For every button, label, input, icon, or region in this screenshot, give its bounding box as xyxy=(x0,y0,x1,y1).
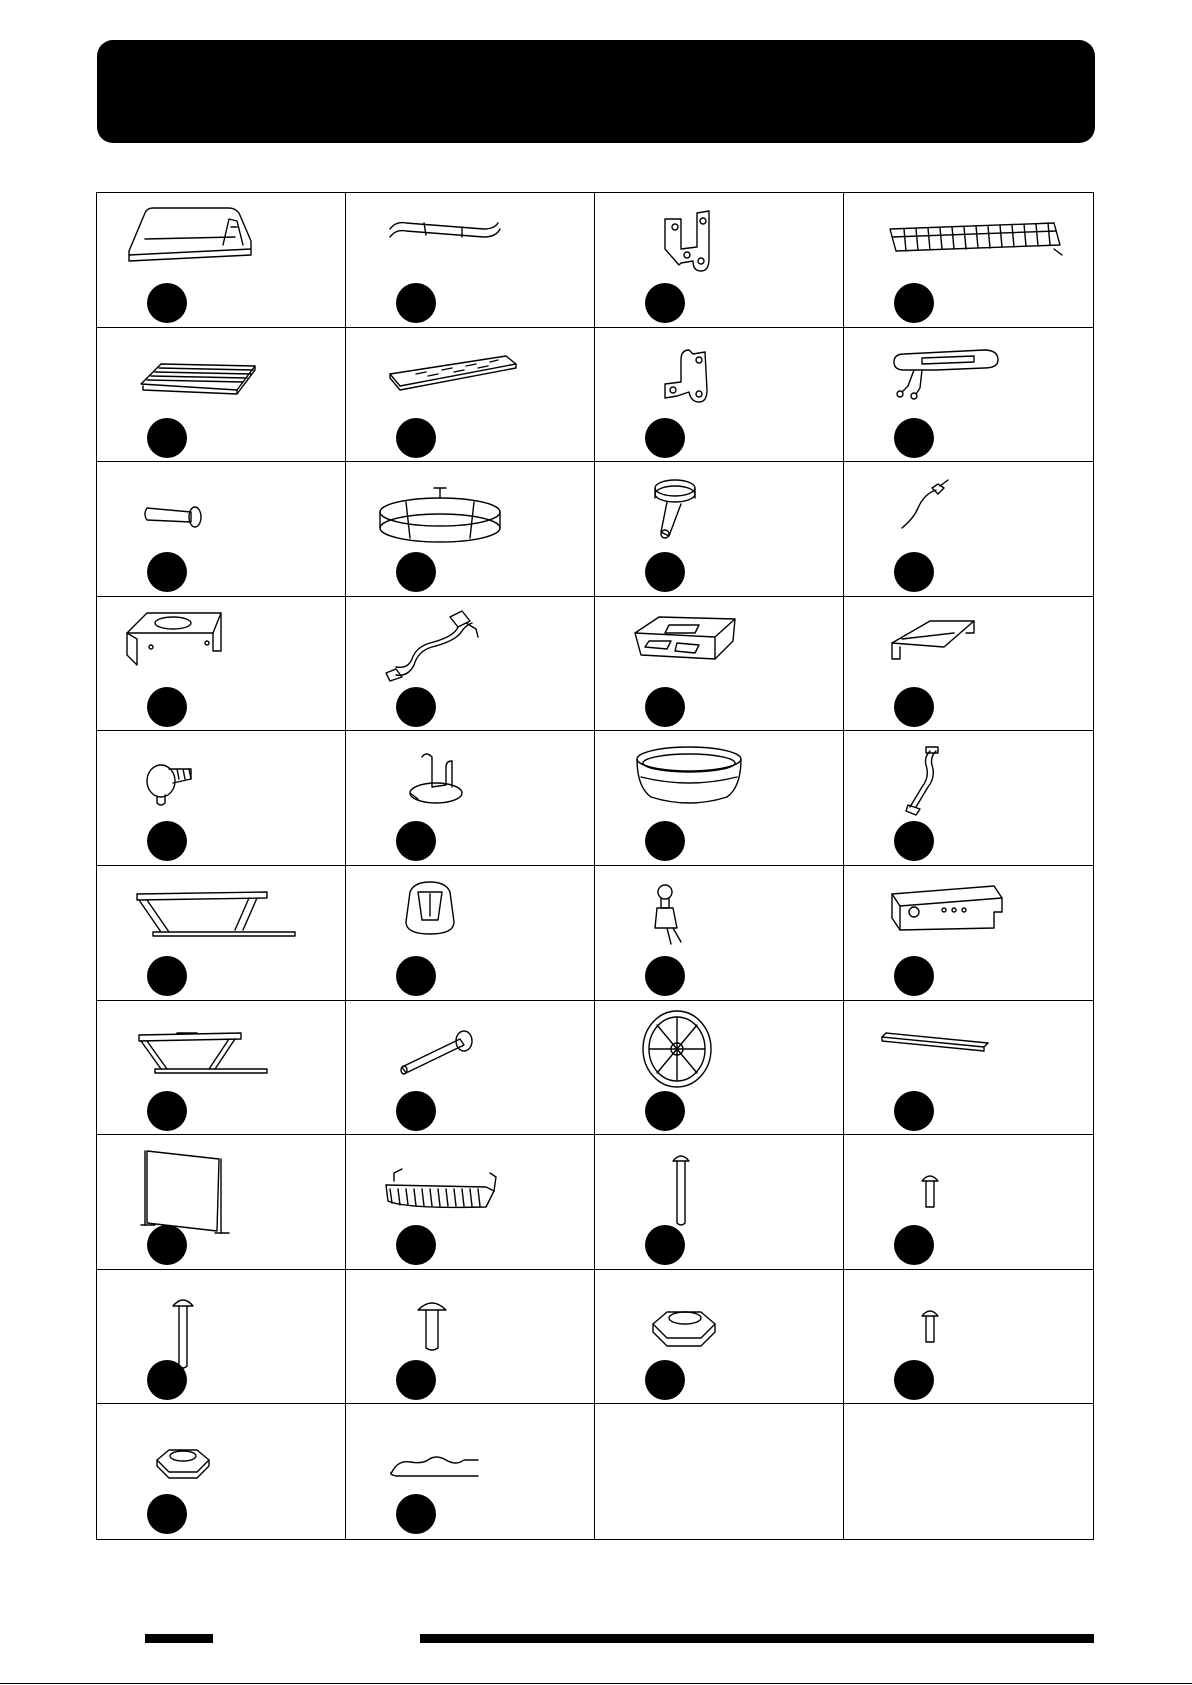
part-number-badge xyxy=(396,1091,436,1131)
part-cell xyxy=(346,731,595,866)
handle-icon xyxy=(366,199,576,295)
grill-lid-icon xyxy=(117,199,327,295)
part-cell xyxy=(595,731,844,866)
pin-icon xyxy=(117,468,327,564)
empty-cell xyxy=(844,1404,1093,1539)
bolt-knob-icon xyxy=(117,737,327,833)
part-number-badge xyxy=(645,552,685,592)
part-cell xyxy=(844,1135,1093,1270)
part-cell xyxy=(97,193,346,328)
nut-large-icon xyxy=(615,1276,825,1372)
short-bolt-icon xyxy=(366,1276,576,1372)
small-screw-icon xyxy=(864,1276,1074,1372)
part-cell xyxy=(844,328,1093,463)
part-cell xyxy=(595,462,844,597)
part-number-badge xyxy=(645,1360,685,1400)
part-number-badge xyxy=(645,687,685,727)
part-cell xyxy=(346,328,595,463)
part-number-badge xyxy=(894,1091,934,1131)
part-cell xyxy=(97,597,346,732)
control-knob-icon xyxy=(366,872,576,968)
part-cell xyxy=(595,1135,844,1270)
part-cell xyxy=(844,866,1093,1001)
part-number-badge xyxy=(396,821,436,861)
part-cell xyxy=(97,328,346,463)
electrode-wire-icon xyxy=(864,737,1074,833)
nut-icon xyxy=(117,1410,327,1506)
gas-hose-regulator-icon xyxy=(366,603,576,699)
part-cell xyxy=(346,1404,595,1539)
part-number-badge xyxy=(645,283,685,323)
part-cell xyxy=(595,193,844,328)
part-cell xyxy=(346,1135,595,1270)
part-number-badge xyxy=(396,687,436,727)
part-number-badge xyxy=(645,821,685,861)
axle-icon xyxy=(366,1007,576,1103)
burner-support-ring-icon xyxy=(366,468,576,564)
control-panel-icon xyxy=(864,872,1074,968)
part-number-badge xyxy=(147,1225,187,1265)
part-number-badge xyxy=(147,687,187,727)
cart-frame-right-icon xyxy=(117,1007,327,1103)
part-number-badge xyxy=(894,1225,934,1265)
part-cell xyxy=(844,1001,1093,1136)
part-number-badge xyxy=(147,283,187,323)
part-cell xyxy=(844,462,1093,597)
small-screw-icon xyxy=(864,1141,1074,1237)
footer-bar-left xyxy=(145,1634,213,1643)
cart-frame-left-icon xyxy=(117,872,327,968)
ignitor-icon xyxy=(615,872,825,968)
part-cell xyxy=(595,597,844,732)
part-number-badge xyxy=(894,418,934,458)
part-number-badge xyxy=(396,956,436,996)
grease-cup-icon xyxy=(615,737,825,833)
part-cell xyxy=(97,1001,346,1136)
empty-cell xyxy=(595,1404,844,1539)
part-cell xyxy=(346,1270,595,1405)
side-burner-icon xyxy=(615,468,825,564)
part-number-badge xyxy=(396,1360,436,1400)
wire-basket-icon xyxy=(366,1141,576,1237)
hook-icon xyxy=(366,737,576,833)
firebox-icon xyxy=(615,603,825,699)
part-cell xyxy=(844,193,1093,328)
part-cell xyxy=(97,1270,346,1405)
cotter-pin-icon xyxy=(366,1410,576,1506)
hinge-bracket-icon xyxy=(615,199,825,295)
heat-tent-icon xyxy=(366,334,576,430)
part-number-badge xyxy=(147,418,187,458)
part-number-badge xyxy=(147,1360,187,1400)
part-number-badge xyxy=(645,1225,685,1265)
part-cell xyxy=(97,462,346,597)
part-cell xyxy=(844,731,1093,866)
part-number-badge xyxy=(147,552,187,592)
part-number-badge xyxy=(894,821,934,861)
side-shelf-icon xyxy=(117,603,327,699)
part-cell xyxy=(595,328,844,463)
part-number-badge xyxy=(396,1225,436,1265)
part-number-badge xyxy=(894,552,934,592)
footer-bar-right xyxy=(420,1634,1094,1643)
ignitor-wire-icon xyxy=(864,468,1074,564)
part-number-badge xyxy=(147,1494,187,1534)
part-cell xyxy=(97,866,346,1001)
title-bar xyxy=(97,40,1095,143)
cooking-grate-icon xyxy=(117,334,327,430)
part-cell xyxy=(97,731,346,866)
part-cell xyxy=(346,866,595,1001)
part-number-badge xyxy=(147,956,187,996)
part-cell xyxy=(346,597,595,732)
bottom-rule xyxy=(0,1683,1192,1684)
back-panel-icon xyxy=(117,1141,327,1237)
part-cell xyxy=(595,1001,844,1136)
part-cell xyxy=(844,597,1093,732)
wheel-icon xyxy=(615,1007,825,1103)
part-cell xyxy=(97,1135,346,1270)
hinge-bracket-right-icon xyxy=(615,334,825,430)
part-number-badge xyxy=(894,956,934,996)
part-number-badge xyxy=(894,1360,934,1400)
part-number-badge xyxy=(645,956,685,996)
parts-list-grid xyxy=(96,192,1094,1540)
burner-icon xyxy=(864,334,1074,430)
part-cell xyxy=(346,462,595,597)
part-cell xyxy=(97,1404,346,1539)
part-number-badge xyxy=(147,821,187,861)
part-number-badge xyxy=(147,1091,187,1131)
part-number-badge xyxy=(396,552,436,592)
part-number-badge xyxy=(645,1091,685,1131)
cross-bar-icon xyxy=(864,1007,1074,1103)
part-cell xyxy=(595,1270,844,1405)
part-cell xyxy=(346,193,595,328)
shelf-bracket-icon xyxy=(864,603,1074,699)
long-bolt-icon xyxy=(615,1141,825,1237)
part-number-badge xyxy=(396,283,436,323)
part-number-badge xyxy=(396,418,436,458)
part-cell xyxy=(595,866,844,1001)
part-number-badge xyxy=(894,687,934,727)
part-cell xyxy=(844,1270,1093,1405)
medium-bolt-icon xyxy=(117,1276,327,1372)
part-number-badge xyxy=(894,283,934,323)
part-number-badge xyxy=(396,1494,436,1534)
warming-rack-icon xyxy=(864,199,1074,295)
part-number-badge xyxy=(645,418,685,458)
part-cell xyxy=(346,1001,595,1136)
